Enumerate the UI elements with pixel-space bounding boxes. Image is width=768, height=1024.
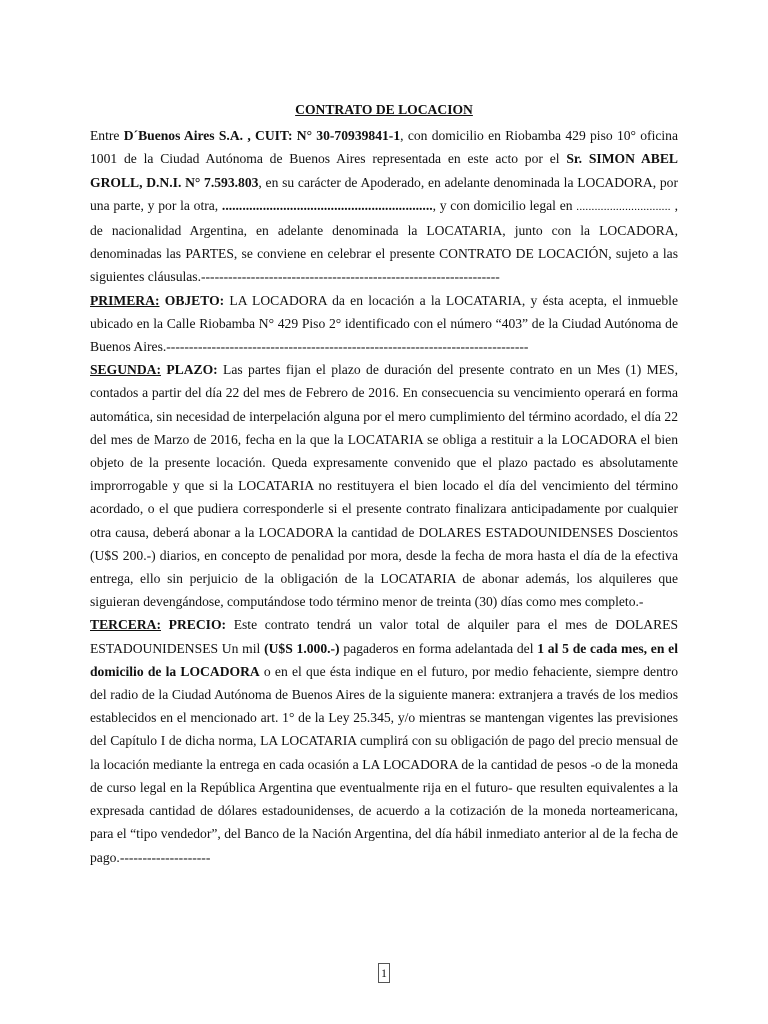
contract-body <box>90 98 678 869</box>
clause-label: PRIMERA: <box>90 292 160 308</box>
clause-heading: OBJETO: <box>159 292 225 308</box>
clause-text-2: pagaderos en forma adelantada del <box>339 640 538 656</box>
clause-primera <box>90 289 678 359</box>
intro-text-5: , de nacionalidad Argentina, en adelante denominada la LOCATARIA, junto con la LOCADORA, denominadas las PARTES, se conviene en celebrar el presente CONTRATO DE LOCACIÓN, sujeto a las siguientes cláusulas.------------------------------------------------------------------ <box>90 197 678 285</box>
intro-paragraph <box>90 124 678 288</box>
blank-field-1: .............................................................. <box>221 197 433 213</box>
clause-label: TERCERA: <box>90 617 161 633</box>
clause-text: Las partes fijan el plazo de duración del presente contrato en un Mes (1) MES, contados a partir del día 22 del mes de Febrero de 2016. En consecuencia su vencimiento operará en forma automática, sin necesidad de interpelación alguna por el mero cumplimiento del término acordado, el día 22 del mes de Marzo de 2016, fecha en la que la LOCATARIA se obliga a restituir a la LOCADORA el bien objeto de la presente locación. Queda expresamente convenido que el plazo pactado es absolutamente improrrogable y que si la LOCATARIA no restituyera el bien locado el día del vencimiento del término acordado, o el que pudiera corresponderle si el presente contrato finalizara anticipadamente por cualquier otra causa, deberá abonar a la LOCADORA la cantidad de DOLARES ESTADOUNIDENSES Doscientos (U$S 200.-) diarios, en concepto de penalidad por mora, desde la fecha de mora hasta el día de la efectiva entrega, ello sin perjuicio de la obligación de la LOCATARIA de abonar además, los alquileres que siguieran devengándose, computándose todo término menor de treinta (30) días como mes completo.- <box>90 362 678 610</box>
clause-heading: PRECIO: <box>161 617 227 633</box>
intro-text-3: , en su carácter de Apoderado, en adelante denominada la LOCADORA, por una parte, y por la otra, <box>90 174 678 213</box>
intro-text-2: , con domicilio en Riobamba 429 piso 10° oficina 1001 de la Ciudad Autónoma de Buenos Aires representada en este acto por el <box>90 128 678 167</box>
intro-text-1: Entre <box>90 128 124 144</box>
clause-heading: PLAZO: <box>161 362 218 378</box>
page-number: 1 <box>378 963 390 983</box>
clause-text-3: o en el que ésta indique en el futuro, por medio fehaciente, siempre dentro del radio de la Ciudad Autónoma de Buenos Aires de la siguiente manera: extranjera a través de los medios establecidos en el mencionado art. 1° de la Ley 25.345, y/o mientras se mantengan vigentes las previsiones del Capítulo I de dicha norma, LA LOCATARIA cumplirá con su obligación de pago del precio mensual de la locación mediante la entrega en cada ocasión a LA LOCADORA de la cantidad de pesos -o de la moneda de curso legal en la República Argentina que eventualmente rija en el futuro- que resulten equivalentes a la expresada cantidad de dólares estadounidenses, de acuerdo a la cotización de la moneda norteamericana, para el “tipo vendedor”, del Banco de la Nación Argentina, del día hábil inmediato anterior al de la fecha de pago.-------------------- <box>90 663 678 865</box>
clause-tercera <box>90 613 678 868</box>
company-name: D´Buenos Aires S.A. , CUIT: N° 30-70939841-1 <box>123 128 401 144</box>
clause-segunda <box>90 358 678 613</box>
document-title: CONTRATO DE LOCACION <box>295 102 473 117</box>
clause-text: LA LOCADORA da en locación a la LOCATARIA, y ésta acepta, el inmueble ubicado en la Calle Riobamba N° 429 Piso 2° identificado con el número “403” de la Ciudad Autónoma de Buenos Aires.-------------------------------------------------------------------------------- <box>90 292 678 355</box>
payment-days: 1 al 5 de cada mes, en el domicilio de la LOCADORA <box>90 640 678 679</box>
intro-text-4: , y con domicilio legal en <box>432 197 577 213</box>
clause-text-1: Este contrato tendrá un valor total de alquiler para el mes de DOLARES ESTADOUNIDENSES Un mil <box>90 617 679 656</box>
representative-name: Sr. SIMON ABEL GROLL, D.N.I. N° 7.593.803 <box>90 151 678 190</box>
rent-amount: (U$S 1.000.-) <box>264 640 340 656</box>
blank-field-2: ............................... <box>576 200 671 213</box>
clause-label: SEGUNDA: <box>90 362 161 378</box>
